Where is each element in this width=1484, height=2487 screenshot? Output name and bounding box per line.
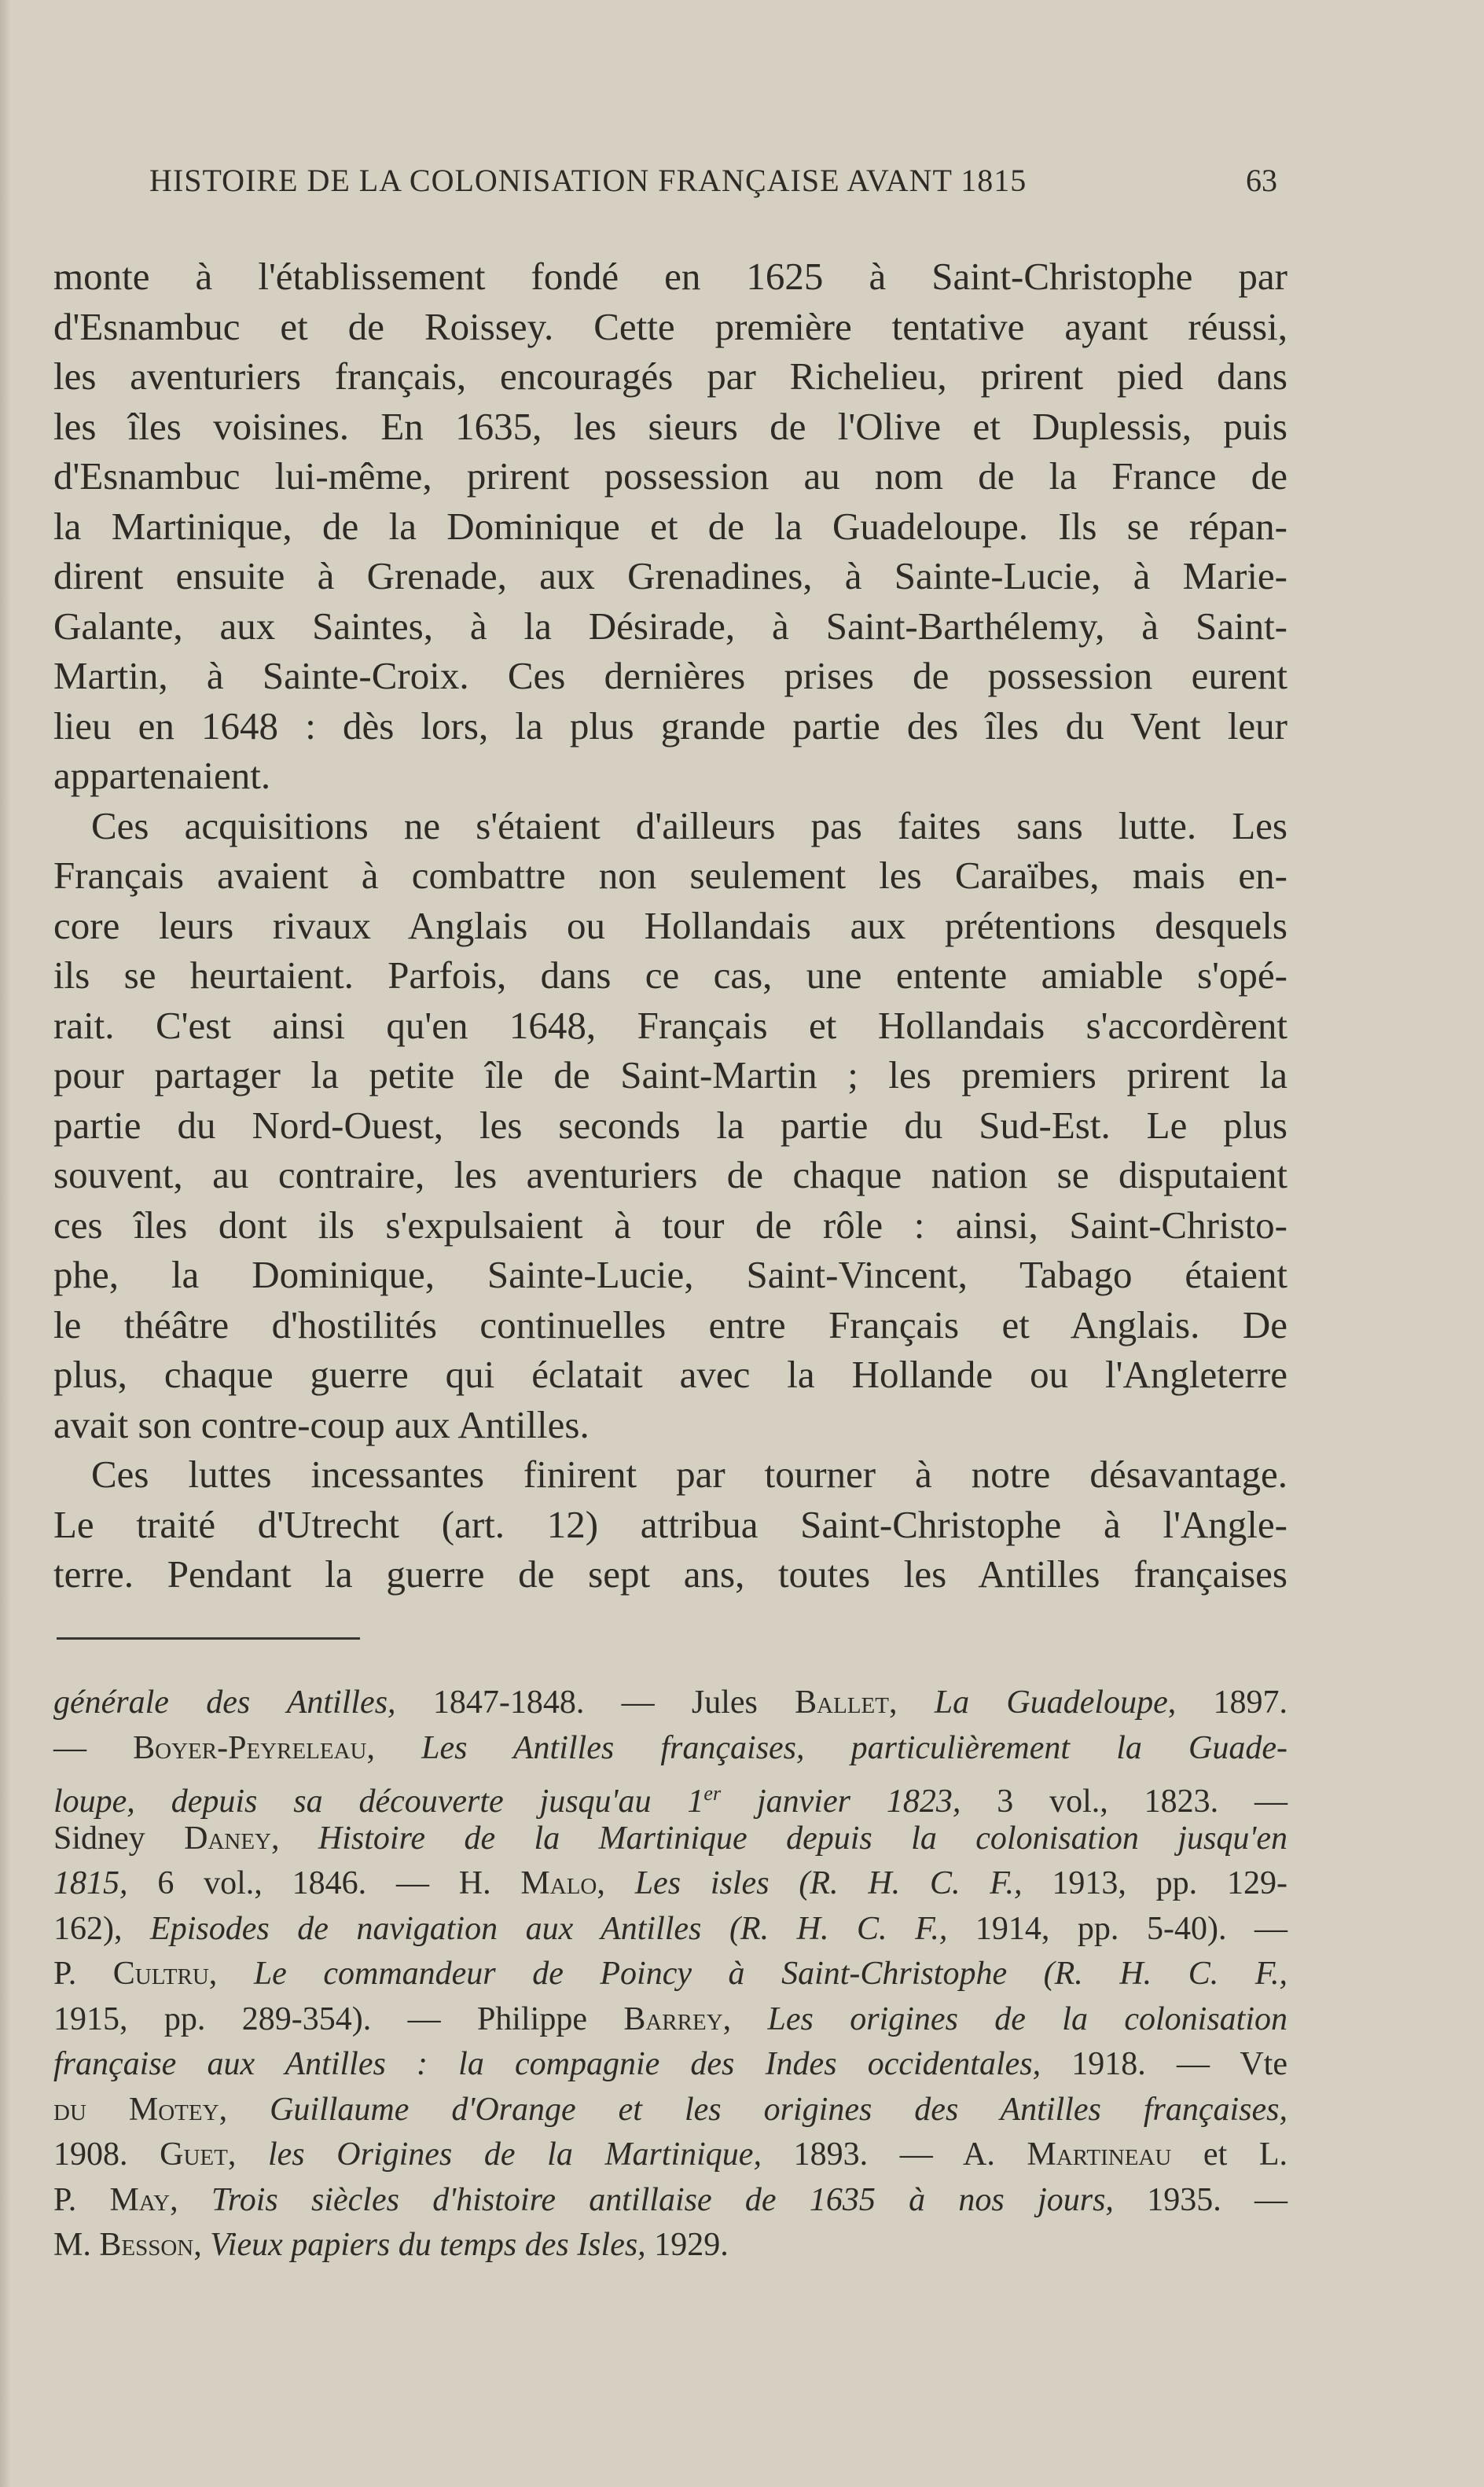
footnote-line: 162), Episodes de navigation aux Antilles (R. H. C. F., 1914, pp. 5-40). — <box>53 1910 1287 1947</box>
footnote-line: générale des Antilles, 1847-1848. — Jules Ballet, La Guadeloupe, 1897. <box>53 1684 1287 1721</box>
footnote-line: du Motey, Guillaume d'Orange et les origines des Antilles françaises, <box>53 2091 1287 2128</box>
running-title: HISTOIRE DE LA COLONISATION FRANÇAISE AVANT 1815 <box>149 163 1027 198</box>
footnote-line: 1915, pp. 289-354). — Philippe Barrey, Les origines de la colonisation <box>53 2000 1287 2037</box>
body-line: ils se heurtaient. Parfois, dans ce cas, une entente amiable s'opé- <box>53 953 1287 997</box>
body-line: core leurs rivaux Anglais ou Hollandais aux prétentions desquels <box>53 903 1287 947</box>
footnote-separator <box>57 1637 360 1640</box>
running-head <box>0 162 1484 209</box>
body-line: Galante, aux Saintes, à la Désirade, à Saint-Barthélemy, à Saint- <box>53 604 1287 648</box>
body-line: terre. Pendant la guerre de sept ans, toutes les Antilles françaises <box>53 1552 1287 1596</box>
body-line: pour partager la petite île de Saint-Martin ; les premiers prirent la <box>53 1053 1287 1097</box>
body-line: dirent ensuite à Grenade, aux Grenadines, à Sainte-Lucie, à Marie- <box>53 554 1287 597</box>
body-line: phe, la Dominique, Sainte-Lucie, Saint-Vincent, Tabago étaient <box>53 1253 1287 1296</box>
footnote-line: 1908. Guet, les Origines de la Martinique, 1893. — A. Martineau et L. <box>53 2136 1288 2173</box>
body-line: ces îles dont ils s'expulsaient à tour de rôle : ainsi, Saint-Christo- <box>53 1203 1287 1247</box>
body-line: la Martinique, de la Dominique et de la Guadeloupe. Ils se répan- <box>53 504 1287 548</box>
footnote-line: loupe, depuis sa découverte jusqu'au 1er janvier 1823, 3 vol., 1823. — <box>53 1782 1288 1820</box>
footnote-line: P. Cultru, Le commandeur de Poincy à Saint-Christophe (R. H. C. F., <box>53 1956 1287 1992</box>
body-line: lieu en 1648 : dès lors, la plus grande partie des îles du Vent leur <box>53 703 1287 748</box>
body-line: le théâtre d'hostilités continuelles entre Français et Anglais. De <box>53 1302 1287 1346</box>
body-line: Le traité d'Utrecht (art. 12) attribua Saint-Christophe à l'Angle- <box>53 1502 1287 1546</box>
body-line: souvent, au contraire, les aventuriers de chaque nation se disputaient <box>53 1153 1287 1196</box>
footnote-line: Sidney Daney, Histoire de la Martinique depuis la colonisation jusqu'en <box>53 1820 1287 1857</box>
footnote-line: M. Besson, Vieux papiers du temps des Isles, 1929. <box>53 2227 729 2263</box>
body-line: les îles voisines. En 1635, les sieurs de l'Olive et Duplessis, puis <box>53 404 1287 448</box>
footnote-line: P. May, Trois siècles d'histoire antillaise de 1635 à nos jours, 1935. — <box>53 2181 1288 2218</box>
body-text <box>53 252 1287 1600</box>
paragraph-start: Ces luttes incessantes finirent par tourner à notre désavantage. <box>91 1453 1287 1496</box>
footnote-line: 1815, 6 vol., 1846. — H. Malo, Les isles (R. H. C. F., 1913, pp. 129- <box>53 1865 1287 1901</box>
page-number: 63 <box>1246 163 1277 198</box>
body-line: partie du Nord-Ouest, les seconds la partie du Sud-Est. Le plus <box>53 1103 1287 1147</box>
body-line: d'Esnambuc et de Roissey. Cette première tentative ayant réussi, <box>53 304 1287 348</box>
footnote <box>53 1681 1287 2268</box>
body-line: monte à l'établissement fondé en 1625 à Saint-Christophe par <box>53 255 1287 298</box>
body-line: avait son contre-coup aux Antilles. <box>53 1402 590 1446</box>
page-edge <box>0 0 11 2487</box>
body-line: Martin, à Sainte-Croix. Ces dernières prises de possession eurent <box>53 654 1287 697</box>
body-line: appartenaient. <box>53 754 271 797</box>
footnote-line: — Boyer-Peyreleau, Les Antilles françaises, particulièrement la Guade- <box>53 1729 1287 1766</box>
paragraph-start: Ces acquisitions ne s'étaient d'ailleurs pas faites sans lutte. Les <box>91 803 1287 847</box>
body-line: d'Esnambuc lui-même, prirent possession au nom de la France de <box>53 454 1287 498</box>
footnote-line: française aux Antilles : la compagnie des Indes occidentales, 1918. — Vte <box>53 2046 1287 2082</box>
body-line: Français avaient à combattre non seulement les Caraïbes, mais en- <box>53 854 1287 897</box>
body-line: les aventuriers français, encouragés par Richelieu, prirent pied dans <box>53 354 1287 398</box>
body-line: plus, chaque guerre qui éclatait avec la Hollande ou l'Angleterre <box>53 1353 1287 1396</box>
body-line: rait. C'est ainsi qu'en 1648, Français et Hollandais s'accordèrent <box>53 1003 1287 1047</box>
